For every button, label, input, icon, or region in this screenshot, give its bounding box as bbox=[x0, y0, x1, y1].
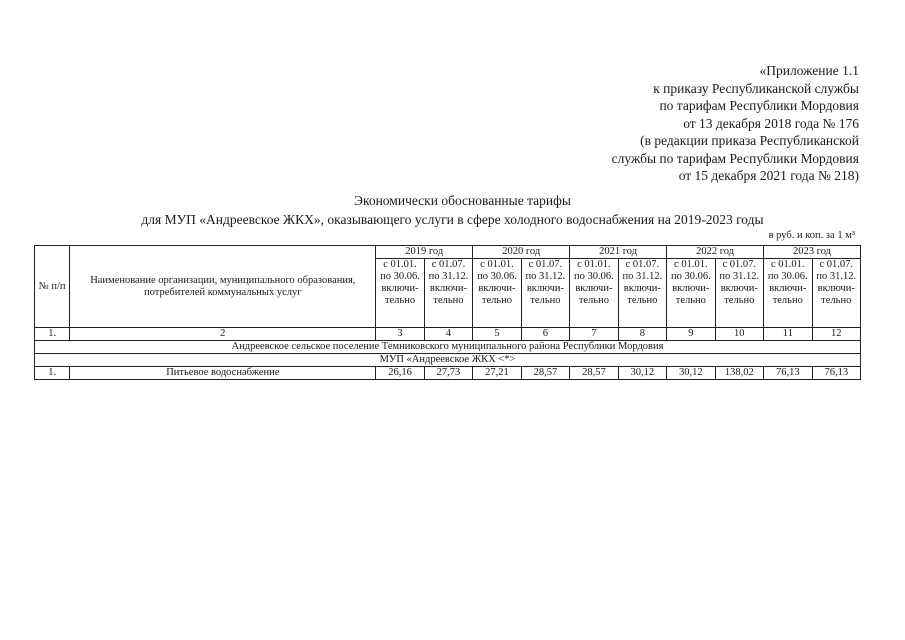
document-title: Экономически обоснованные тарифы bbox=[354, 193, 571, 208]
column-number: 10 bbox=[715, 328, 763, 341]
tariff-value: 138,02 bbox=[715, 367, 763, 380]
table-row bbox=[35, 367, 861, 380]
column-number: 5 bbox=[473, 328, 521, 341]
header-period: с 01.01. по 30.06. включи-тельно bbox=[764, 259, 812, 328]
units-note: в руб. и коп. за 1 м³ bbox=[768, 230, 855, 241]
column-number: 7 bbox=[570, 328, 618, 341]
tariff-value: 26,16 bbox=[376, 367, 424, 380]
column-number: 2 bbox=[70, 328, 376, 341]
appendix-header bbox=[612, 62, 859, 185]
column-number-row bbox=[35, 328, 861, 341]
tariff-value: 28,57 bbox=[570, 367, 618, 380]
tariff-value: 30,12 bbox=[618, 367, 666, 380]
column-number: 11 bbox=[764, 328, 812, 341]
header-year: 2023 год bbox=[764, 246, 861, 259]
header-year: 2022 год bbox=[667, 246, 764, 259]
column-number: 9 bbox=[667, 328, 715, 341]
header-period: с 01.07. по 31.12. включи-тельно bbox=[521, 259, 569, 328]
tariff-value: 30,12 bbox=[667, 367, 715, 380]
tariffs-table bbox=[34, 245, 861, 380]
row-num: 1. bbox=[35, 367, 70, 380]
header-period: с 01.01. по 30.06. включи-тельно bbox=[376, 259, 424, 328]
column-number: 4 bbox=[424, 328, 472, 341]
header-period: с 01.07. по 31.12. включи-тельно bbox=[715, 259, 763, 328]
header-period: с 01.07. по 31.12. включи-тельно bbox=[424, 259, 472, 328]
header-year-row bbox=[35, 246, 861, 259]
appendix-line: от 15 декабря 2021 года № 218) bbox=[678, 168, 859, 183]
appendix-line: по тарифам Республики Мордовия bbox=[659, 98, 859, 113]
row-name: Питьевое водоснабжение bbox=[70, 367, 376, 380]
header-name: Наименование организации, муниципального образования, потребителей коммунальных услуг bbox=[70, 246, 376, 328]
header-period: с 01.01. по 30.06. включи-тельно bbox=[570, 259, 618, 328]
header-year: 2019 год bbox=[376, 246, 473, 259]
appendix-line: (в редакции приказа Республиканской bbox=[640, 133, 859, 148]
column-number: 3 bbox=[376, 328, 424, 341]
tariff-value: 76,13 bbox=[764, 367, 812, 380]
header-year: 2020 год bbox=[473, 246, 570, 259]
organization-row bbox=[35, 354, 861, 367]
column-number: 1. bbox=[35, 328, 70, 341]
header-period: с 01.07. по 31.12. включи-тельно bbox=[618, 259, 666, 328]
section-row bbox=[35, 341, 861, 354]
header-year: 2021 год bbox=[570, 246, 667, 259]
document-subtitle: для МУП «Андреевское ЖКХ», оказывающего услуги в сфере холодного водоснабжения на 2019-2023 годы bbox=[141, 212, 764, 227]
header-num: № п/п bbox=[35, 246, 70, 328]
appendix-line: «Приложение 1.1 bbox=[759, 63, 859, 78]
organization-title: МУП «Андреевское ЖКХ <*> bbox=[35, 354, 861, 367]
tariff-value: 28,57 bbox=[521, 367, 569, 380]
tariff-value: 27,73 bbox=[424, 367, 472, 380]
column-number: 8 bbox=[618, 328, 666, 341]
header-period: с 01.07. по 31.12. включи-тельно bbox=[812, 259, 861, 328]
tariff-value: 27,21 bbox=[473, 367, 521, 380]
appendix-line: от 13 декабря 2018 года № 176 bbox=[683, 115, 859, 131]
header-period: с 01.01. по 30.06. включи-тельно bbox=[473, 259, 521, 328]
column-number: 12 bbox=[812, 328, 861, 341]
section-title: Андреевское сельское поселение Темниковского муниципального района Республики Мордовия bbox=[35, 341, 861, 354]
column-number: 6 bbox=[521, 328, 569, 341]
tariff-value: 76,13 bbox=[812, 367, 861, 380]
header-period: с 01.01. по 30.06. включи-тельно bbox=[667, 259, 715, 328]
appendix-line: службы по тарифам Республики Мордовия bbox=[611, 150, 859, 166]
appendix-line: к приказу Республиканской службы bbox=[653, 80, 859, 96]
